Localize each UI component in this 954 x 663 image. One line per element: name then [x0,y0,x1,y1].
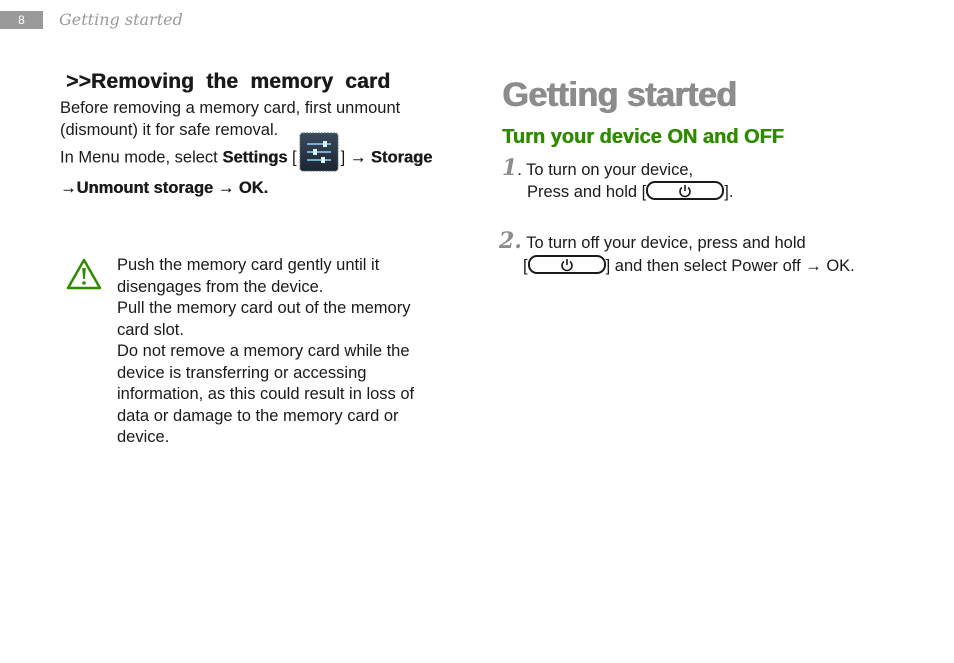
chapter-subtitle: Turn your device ON and OFF [502,126,784,148]
warning-item: Push the memory card gently until it disengages from the device. [117,256,380,296]
step-2-line1: To turn off your device, press and hold [521,234,806,252]
step-1-line2 [527,181,733,203]
warning-list [117,255,447,449]
storage-label: Storage [370,148,433,167]
step-1-line1: . To turn on your device, [517,161,694,179]
step-1-number: 1 [502,155,518,181]
arrow-2: → [60,179,77,197]
step-2 [499,230,806,254]
settings-label: Settings [222,148,288,167]
step-1-suffix: ]. [724,183,734,201]
running-header: Getting started [59,10,183,29]
page-number: 8 [0,11,43,29]
step-2-line2 [523,255,855,277]
step-2-prefix: [ [523,257,528,275]
arrow-3: → [213,179,239,197]
chapter-title: Getting started [502,76,737,114]
unmount-label: Unmount storage [76,179,214,197]
bracket-open: [ [287,148,297,167]
power-button-icon [646,181,724,200]
intro-paragraph: Before removing a memory card, first unmount (dismount) it for safe removal. [60,99,401,139]
warning-triangle-icon [66,258,102,290]
arrow-1: → [349,148,371,167]
instruction-paragraph [60,142,460,203]
section-heading: >>Removing the memory card [66,70,391,93]
step-2-number: 2. [499,228,522,254]
bracket-close: ] [340,148,350,167]
power-button-icon [528,255,606,274]
warning-item: Do not remove a memory card while the device is transferring or accessing information, as this could result in loss of data or damage to the memory card or device. [117,342,415,446]
warning-item: Pull the memory card out of the memory card slot. [117,299,411,339]
step-2-suffix: ] and then select Power off → OK. [605,257,855,275]
ok-label: OK. [238,179,269,197]
instruction-prefix: In Menu mode, select [60,148,223,167]
step-1-prefix: Press and hold [ [527,183,647,201]
step-1 [502,157,693,181]
settings-sliders-icon [299,132,339,172]
